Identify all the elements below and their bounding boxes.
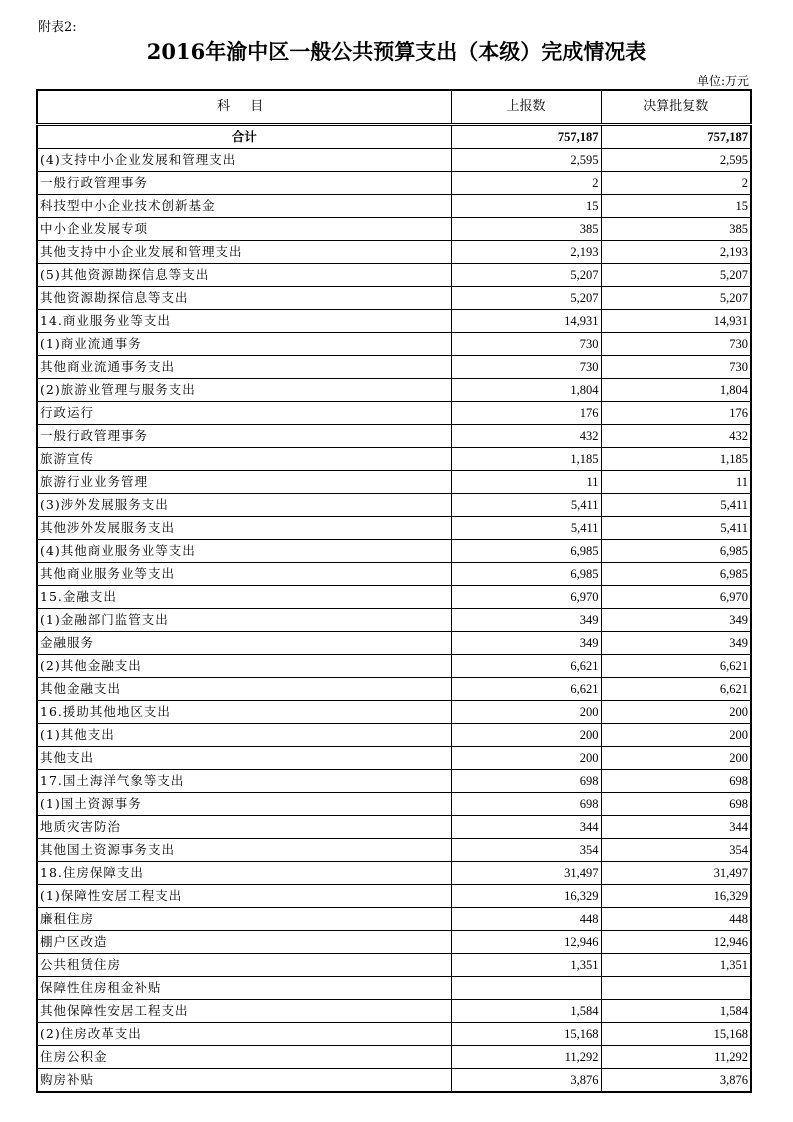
row-reported: 1,804	[451, 379, 601, 402]
row-reported: 349	[451, 609, 601, 632]
table-row	[37, 954, 751, 977]
row-approved: 730	[601, 356, 751, 379]
total-label: 合计	[37, 125, 451, 149]
row-approved: 385	[601, 218, 751, 241]
row-approved: 12,946	[601, 931, 751, 954]
row-subject: 公共租赁住房	[37, 954, 451, 977]
table-row	[37, 195, 751, 218]
row-approved: 6,985	[601, 540, 751, 563]
table-row	[37, 172, 751, 195]
row-reported: 432	[451, 425, 601, 448]
table-row	[37, 609, 751, 632]
row-approved: 6,621	[601, 655, 751, 678]
row-reported: 6,985	[451, 540, 601, 563]
row-reported: 1,584	[451, 1000, 601, 1023]
row-subject: 金融服务	[37, 632, 451, 655]
row-reported: 12,946	[451, 931, 601, 954]
row-reported: 354	[451, 839, 601, 862]
row-approved: 1,804	[601, 379, 751, 402]
row-reported: 2,193	[451, 241, 601, 264]
row-approved: 5,411	[601, 494, 751, 517]
row-subject: (1)保障性安居工程支出	[37, 885, 451, 908]
row-subject: 其他商业流通事务支出	[37, 356, 451, 379]
row-reported: 176	[451, 402, 601, 425]
row-subject: 廉租住房	[37, 908, 451, 931]
budget-table	[36, 89, 752, 1093]
table-body	[37, 125, 751, 1093]
row-subject: 其他支持中小企业发展和管理支出	[37, 241, 451, 264]
row-reported: 5,411	[451, 494, 601, 517]
row-approved: 349	[601, 632, 751, 655]
row-reported: 6,621	[451, 678, 601, 701]
row-subject: (2)旅游业管理与服务支出	[37, 379, 451, 402]
table-row	[37, 402, 751, 425]
row-reported: 730	[451, 356, 601, 379]
row-subject: 保障性住房租金补贴	[37, 977, 451, 1000]
table-row	[37, 816, 751, 839]
table-row	[37, 908, 751, 931]
row-approved: 176	[601, 402, 751, 425]
row-subject: 其他商业服务业等支出	[37, 563, 451, 586]
row-approved: 200	[601, 701, 751, 724]
table-row	[37, 264, 751, 287]
row-subject: (2)住房改革支出	[37, 1023, 451, 1046]
row-subject: 14.商业服务业等支出	[37, 310, 451, 333]
unit-label: 单位:万元	[696, 74, 749, 88]
row-reported: 6,621	[451, 655, 601, 678]
row-subject: 其他涉外发展服务支出	[37, 517, 451, 540]
row-approved: 31,497	[601, 862, 751, 885]
table-row	[37, 149, 751, 172]
row-reported: 6,970	[451, 586, 601, 609]
row-approved	[601, 977, 751, 1000]
row-approved: 11,292	[601, 1046, 751, 1069]
row-subject: (1)国土资源事务	[37, 793, 451, 816]
row-approved: 354	[601, 839, 751, 862]
row-reported: 1,185	[451, 448, 601, 471]
row-reported: 15,168	[451, 1023, 601, 1046]
table-row	[37, 747, 751, 770]
total-reported: 757,187	[451, 125, 601, 149]
row-approved: 2,193	[601, 241, 751, 264]
row-subject: 科技型中小企业技术创新基金	[37, 195, 451, 218]
row-reported: 5,411	[451, 517, 601, 540]
row-subject: 住房公积金	[37, 1046, 451, 1069]
row-reported: 200	[451, 724, 601, 747]
row-approved: 3,876	[601, 1069, 751, 1093]
table-row	[37, 839, 751, 862]
row-subject: 旅游宣传	[37, 448, 451, 471]
row-subject: 其他支出	[37, 747, 451, 770]
row-subject: 购房补贴	[37, 1069, 451, 1093]
table-row	[37, 862, 751, 885]
table-row	[37, 310, 751, 333]
row-subject: 其他保障性安居工程支出	[37, 1000, 451, 1023]
table-row	[37, 678, 751, 701]
header-approved: 决算批复数	[601, 90, 751, 125]
row-subject: (5)其他资源勘探信息等支出	[37, 264, 451, 287]
row-approved: 1,584	[601, 1000, 751, 1023]
row-approved: 16,329	[601, 885, 751, 908]
table-row	[37, 1023, 751, 1046]
row-reported: 2	[451, 172, 601, 195]
table-row	[37, 931, 751, 954]
row-approved: 1,351	[601, 954, 751, 977]
row-subject: 旅游行业业务管理	[37, 471, 451, 494]
row-approved: 448	[601, 908, 751, 931]
row-approved: 2	[601, 172, 751, 195]
row-reported: 16,329	[451, 885, 601, 908]
table-row	[37, 494, 751, 517]
row-reported: 200	[451, 747, 601, 770]
row-reported: 2,595	[451, 149, 601, 172]
row-reported: 349	[451, 632, 601, 655]
row-approved: 5,207	[601, 264, 751, 287]
table-row	[37, 770, 751, 793]
row-subject: 17.国土海洋气象等支出	[37, 770, 451, 793]
table-row	[37, 333, 751, 356]
row-reported: 5,207	[451, 264, 601, 287]
table-row	[37, 563, 751, 586]
row-subject: 一般行政管理事务	[37, 172, 451, 195]
row-approved: 6,985	[601, 563, 751, 586]
table-row	[37, 540, 751, 563]
table-row	[37, 356, 751, 379]
row-subject: 一般行政管理事务	[37, 425, 451, 448]
row-reported: 698	[451, 793, 601, 816]
row-reported: 3,876	[451, 1069, 601, 1093]
row-approved: 200	[601, 724, 751, 747]
table-row	[37, 448, 751, 471]
row-subject: 其他金融支出	[37, 678, 451, 701]
row-subject: 其他国土资源事务支出	[37, 839, 451, 862]
table-row	[37, 241, 751, 264]
row-reported: 6,985	[451, 563, 601, 586]
table-header	[37, 90, 751, 125]
table-row	[37, 287, 751, 310]
row-approved: 15	[601, 195, 751, 218]
table-row	[37, 655, 751, 678]
row-approved: 11	[601, 471, 751, 494]
row-reported: 14,931	[451, 310, 601, 333]
total-approved: 757,187	[601, 125, 751, 149]
table-row	[37, 425, 751, 448]
table-row	[37, 793, 751, 816]
header-row	[37, 90, 751, 125]
table-row	[37, 632, 751, 655]
header-subject: 科 目	[37, 90, 451, 125]
row-subject: (4)支持中小企业发展和管理支出	[37, 149, 451, 172]
row-subject: (4)其他商业服务业等支出	[37, 540, 451, 563]
row-subject: (1)商业流通事务	[37, 333, 451, 356]
row-subject: (2)其他金融支出	[37, 655, 451, 678]
row-reported: 344	[451, 816, 601, 839]
table-row	[37, 218, 751, 241]
row-reported: 11	[451, 471, 601, 494]
page-title: 2016年渝中区一般公共预算支出（本级）完成情况表	[146, 39, 647, 64]
row-subject: 棚户区改造	[37, 931, 451, 954]
row-approved: 2,595	[601, 149, 751, 172]
table-row	[37, 1069, 751, 1093]
row-subject: 中小企业发展专项	[37, 218, 451, 241]
row-approved: 344	[601, 816, 751, 839]
row-approved: 730	[601, 333, 751, 356]
table-row	[37, 517, 751, 540]
row-approved: 6,970	[601, 586, 751, 609]
table-row	[37, 1046, 751, 1069]
header-reported: 上报数	[451, 90, 601, 125]
table-row	[37, 1000, 751, 1023]
row-approved: 200	[601, 747, 751, 770]
row-subject: (3)涉外发展服务支出	[37, 494, 451, 517]
row-reported: 385	[451, 218, 601, 241]
row-reported: 200	[451, 701, 601, 724]
table-row	[37, 724, 751, 747]
row-reported: 448	[451, 908, 601, 931]
row-approved: 698	[601, 793, 751, 816]
row-reported: 1,351	[451, 954, 601, 977]
row-reported: 31,497	[451, 862, 601, 885]
row-approved: 5,411	[601, 517, 751, 540]
row-reported: 15	[451, 195, 601, 218]
total-row	[37, 125, 751, 149]
row-approved: 432	[601, 425, 751, 448]
row-subject: 15.金融支出	[37, 586, 451, 609]
row-reported: 698	[451, 770, 601, 793]
row-approved: 15,168	[601, 1023, 751, 1046]
table-row	[37, 471, 751, 494]
table-row	[37, 885, 751, 908]
table-row	[37, 701, 751, 724]
row-subject: 行政运行	[37, 402, 451, 425]
table-row	[37, 586, 751, 609]
row-subject: (1)金融部门监管支出	[37, 609, 451, 632]
row-subject: 18.住房保障支出	[37, 862, 451, 885]
row-approved: 1,185	[601, 448, 751, 471]
row-approved: 6,621	[601, 678, 751, 701]
row-approved: 698	[601, 770, 751, 793]
row-approved: 14,931	[601, 310, 751, 333]
table-row	[37, 977, 751, 1000]
row-reported: 5,207	[451, 287, 601, 310]
row-subject: (1)其他支出	[37, 724, 451, 747]
row-subject: 地质灾害防治	[37, 816, 451, 839]
row-approved: 349	[601, 609, 751, 632]
row-reported: 730	[451, 333, 601, 356]
attachment-label: 附表2:	[38, 20, 77, 35]
row-subject: 其他资源勘探信息等支出	[37, 287, 451, 310]
row-approved: 5,207	[601, 287, 751, 310]
table-row	[37, 379, 751, 402]
row-reported: 11,292	[451, 1046, 601, 1069]
row-reported	[451, 977, 601, 1000]
row-subject: 16.援助其他地区支出	[37, 701, 451, 724]
